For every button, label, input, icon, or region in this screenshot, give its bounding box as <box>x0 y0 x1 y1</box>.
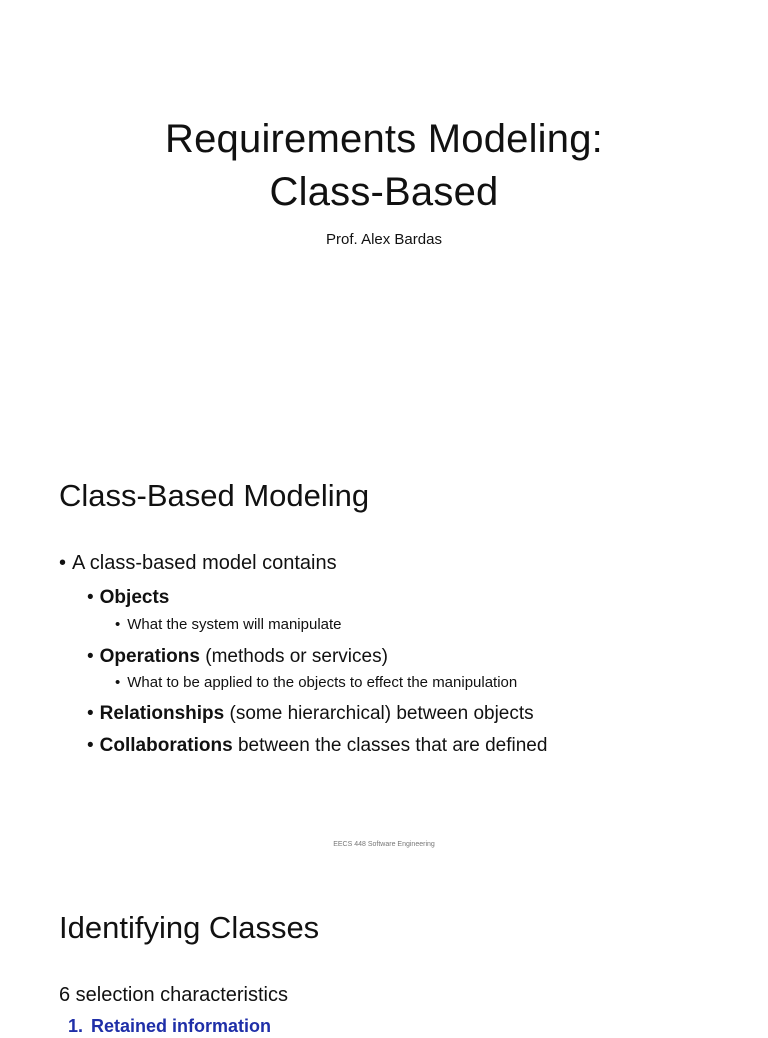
bullet-operations-detail <box>115 673 517 693</box>
bullet-dot-icon: • <box>87 735 94 756</box>
slide-title-line-1: Requirements Modeling: <box>165 117 603 161</box>
item-number: 1. <box>68 1016 84 1036</box>
bullet-text: (methods or services) <box>199 646 388 667</box>
bullet-term: Collaborations <box>99 735 233 756</box>
bullet-term: Operations <box>99 646 200 667</box>
bullet-objects-detail <box>115 615 342 635</box>
content-slide-identifying-classes <box>0 864 768 1036</box>
content-slide-class-based-modeling <box>0 432 768 864</box>
bullet-objects <box>87 585 169 611</box>
bullet-dot-icon: • <box>87 587 94 608</box>
bullet-text: (some hierarchical) between objects <box>224 703 534 724</box>
slide-heading: Identifying Classes <box>59 910 320 945</box>
title-slide <box>0 0 768 432</box>
bullet-dot-icon: • <box>115 616 121 633</box>
author-name: Prof. Alex Bardas <box>326 231 442 248</box>
slide-title-line-2: Class-Based <box>269 170 499 214</box>
bullet-text: between the classes that are defined <box>232 735 548 756</box>
bullet-intro <box>59 550 337 576</box>
bullet-dot-icon: • <box>115 674 121 691</box>
slide-heading: Class-Based Modeling <box>59 478 370 513</box>
bullet-text: What the system will manipulate <box>127 616 342 633</box>
selection-characteristics-line: 6 selection characteristics <box>59 984 288 1006</box>
bullet-operations <box>87 644 388 670</box>
bullet-dot-icon: • <box>87 703 94 724</box>
bullet-term: Relationships <box>99 703 225 724</box>
bullet-relationships <box>87 701 534 727</box>
item-label: Retained information <box>91 1016 272 1036</box>
slide-footer: EECS 448 Software Engineering <box>333 841 435 848</box>
bullet-dot-icon: • <box>59 552 67 574</box>
bullet-text: A class-based model contains <box>72 552 337 574</box>
bullet-text: What to be applied to the objects to effect the manipulation <box>127 674 518 691</box>
bullet-dot-icon: • <box>87 646 94 667</box>
bullet-term: Objects <box>99 587 170 608</box>
bullet-collaborations <box>87 733 547 759</box>
numbered-item-1 <box>68 1014 271 1038</box>
